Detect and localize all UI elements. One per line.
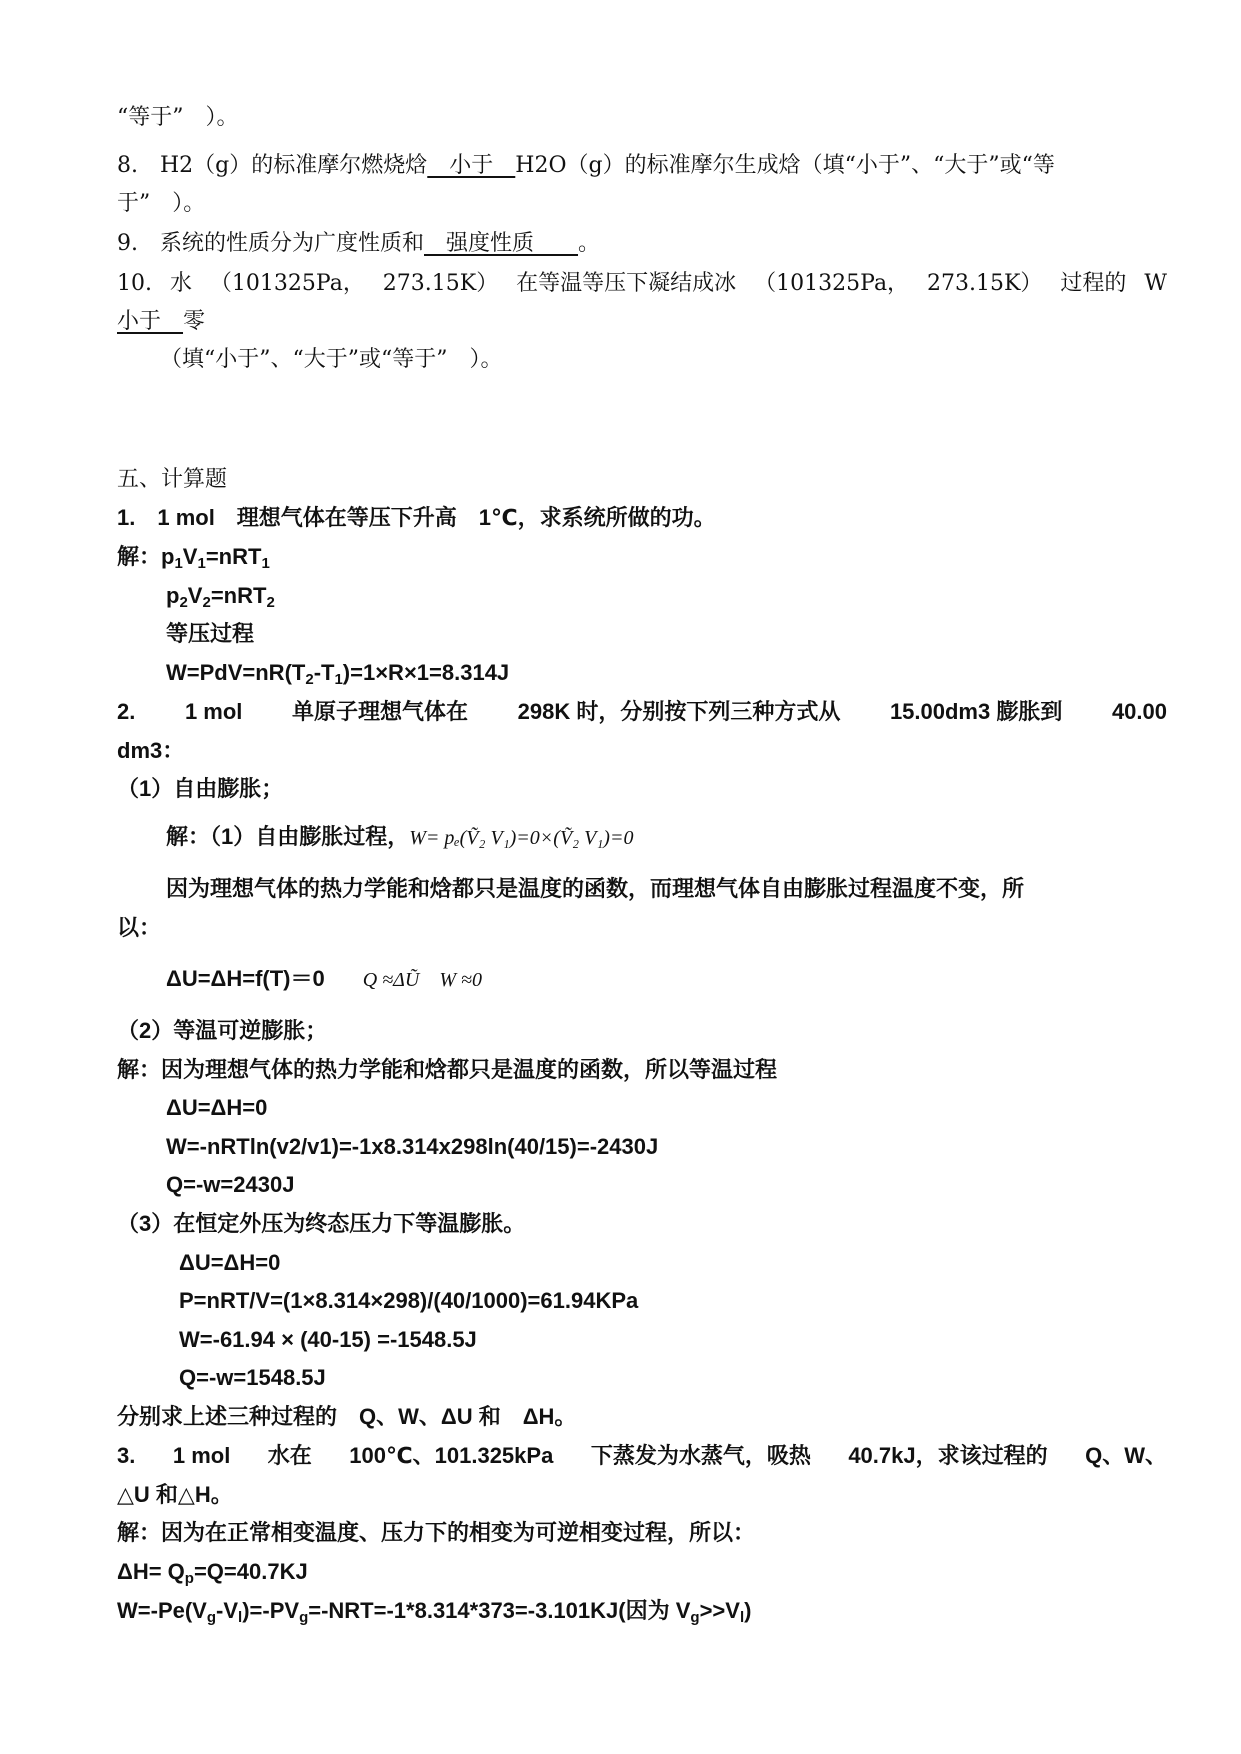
eq-text: -T — [313, 660, 335, 685]
subscript: 2 — [266, 594, 275, 611]
eq-text: 解：p — [117, 544, 175, 569]
question-8-answer: 小于 — [427, 153, 516, 178]
problem-3-question — [117, 1442, 1167, 1470]
q2-part: 15.00dm3 膨胀到 — [889, 699, 1063, 724]
q10-part: 水 — [169, 271, 192, 296]
problem-3-line-2 — [117, 1597, 751, 1625]
q2-part: 298K 时，分别按下列三种方式从 — [517, 699, 841, 724]
subscript: 2 — [179, 594, 188, 611]
q10-part: 10. — [117, 271, 152, 296]
subscript: 2 — [202, 594, 211, 611]
subscript: g — [690, 1609, 700, 1626]
problem-2-case-3: （3）在恒定外压为终态压力下等温膨胀。 — [117, 1211, 526, 1236]
question-10-answer: 小于 — [117, 309, 184, 334]
subscript: 1 — [174, 555, 183, 572]
problem-1-line-1 — [117, 543, 270, 571]
question-8 — [117, 152, 1055, 180]
subscript: g — [299, 1609, 309, 1626]
question-9 — [117, 230, 600, 258]
subscript: p — [184, 1570, 194, 1587]
q3-part: 3. — [117, 1443, 136, 1468]
subscript: 2 — [305, 671, 314, 688]
eq-text: -V — [216, 1598, 239, 1623]
problem-2-case-1-solution — [166, 823, 633, 852]
q10-part: 273.15K） — [382, 271, 499, 296]
problem-2-question — [117, 698, 1167, 726]
eq-text: )=1×R×1=8.314J — [342, 660, 510, 685]
q2-part: 1 mol — [184, 699, 243, 724]
problem-2-case-2-line-2: W=-nRTln(v2/v1)=-1x8.314x298ln(40/15)=-2430J — [166, 1134, 659, 1159]
eq-text: W=PdV=nR(T — [166, 660, 306, 685]
eq-text: >>V — [699, 1598, 740, 1623]
formula-image-text: Q ≈ΔŨ W ≈0 — [362, 969, 482, 991]
eq-text: p — [166, 583, 180, 608]
section-heading: 五、计算题 — [117, 467, 228, 492]
problem-2-case-3-line-4: Q=-w=1548.5J — [179, 1365, 326, 1390]
problem-2-case-2-line-3: Q=-w=2430J — [166, 1172, 295, 1197]
question-10 — [117, 270, 1167, 298]
question-8-text: 8. H2（g）的标准摩尔燃烧焓 — [117, 153, 428, 178]
q2-part: 2. — [117, 699, 136, 724]
question-9-text-rest: 。 — [578, 231, 601, 256]
q3-part: 水在 — [267, 1443, 312, 1468]
subscript: l — [238, 1609, 243, 1626]
subscript: 1 — [334, 671, 343, 688]
problem-1-line-2 — [166, 582, 275, 610]
eq-text: =nRT — [205, 544, 262, 569]
problem-3-line-1 — [117, 1558, 308, 1586]
eq-text: =-NRT=-1*8.314*373=-3.101KJ(因为 V — [308, 1598, 691, 1623]
q10-part: 在等温等压下凝结成冰 — [516, 271, 737, 296]
eq-text: )=-PV — [242, 1598, 300, 1623]
q2-part: 单原子理想气体在 — [292, 699, 469, 724]
question-8-text-rest: H2O（g）的标准摩尔生成焓（填“小于”、“大于”或“等 — [515, 153, 1055, 178]
question-10-answer-rest: 零 — [183, 309, 206, 334]
question-10-answer-line — [117, 308, 205, 336]
q3-part: 100℃、101.325kPa — [349, 1443, 554, 1468]
problem-2-case-3-line-2: P=nRT/V=(1×8.314×298)/(40/1000)=61.94KPa — [179, 1288, 639, 1313]
q10-part: W — [1144, 271, 1167, 296]
question-10-note: （填“小于”、“大于”或“等于” ）。 — [160, 347, 503, 372]
problem-2-case-2-solution: 解：因为理想气体的热力学能和焓都只是温度的函数，所以等温过程 — [117, 1057, 778, 1082]
problem-2-case-2-line-1: ΔU=ΔH=0 — [166, 1095, 268, 1120]
q10-part: 过程的 — [1060, 271, 1127, 296]
subscript: g — [206, 1609, 217, 1626]
eq-text: V — [182, 544, 198, 569]
result-text: ΔU=ΔH=f(T)＝0 — [166, 966, 325, 991]
problem-2-case-3-line-3: W=-61.94 × (40-15) =-1548.5J — [179, 1327, 477, 1352]
question-9-text: 9. 系统的性质分为广度性质和 — [117, 231, 424, 256]
problem-2-case-1: （1）自由膨胀； — [117, 776, 284, 801]
subscript: 1 — [261, 555, 270, 572]
eq-text: ΔH= Q — [117, 1559, 185, 1584]
subscript: l — [739, 1609, 745, 1626]
eq-text: ) — [744, 1598, 752, 1623]
problem-2-case-1-reason-cont: 以： — [117, 915, 162, 940]
question-9-answer: 强度性质 — [424, 231, 579, 256]
problem-2-case-3-line-1: ΔU=ΔH=0 — [179, 1250, 281, 1275]
q3-part: 1 mol — [172, 1443, 231, 1468]
eq-text: W=-Pe(V — [117, 1598, 207, 1623]
q3-part: 下蒸发为水蒸气，吸热 — [590, 1443, 811, 1468]
problem-3-question-cont: △U 和△H。 — [117, 1482, 233, 1507]
eq-text: =Q=40.7KJ — [193, 1559, 308, 1584]
q10-part: 273.15K） — [927, 271, 1043, 296]
problem-3-solution: 解：因为在正常相变温度、压力下的相变为可逆相变过程，所以： — [117, 1520, 756, 1545]
problem-2-ask: 分别求上述三种过程的 Q、W、ΔU 和 ΔH。 — [117, 1404, 577, 1429]
problem-2-case-1-reason: 因为理想气体的热力学能和焓都只是温度的函数，而理想气体自由膨胀过程温度不变，所 — [166, 876, 1025, 901]
eq-text: =nRT — [210, 583, 267, 608]
problem-1-line-3: 等压过程 — [166, 621, 255, 646]
problem-1-question: 1. 1 mol 理想气体在等压下升高 1℃，求系统所做的功。 — [117, 505, 716, 530]
q3-part: 40.7kJ，求该过程的 — [848, 1443, 1048, 1468]
eq-text: V — [187, 583, 203, 608]
problem-2-case-2: （2）等温可逆膨胀； — [117, 1018, 328, 1043]
problem-1-line-4 — [166, 659, 509, 687]
q2-part: 40.00 — [1111, 699, 1167, 724]
subscript: 1 — [197, 555, 206, 572]
problem-2-question-cont: dm3： — [117, 738, 185, 763]
fill-line-0: “等于” ）。 — [117, 105, 239, 130]
q3-part: Q、W、 — [1085, 1443, 1167, 1468]
q10-part: （101325Pa， — [209, 271, 365, 296]
problem-2-case-1-result — [166, 965, 482, 994]
solution-text: 解：（1）自由膨胀过程， — [166, 824, 410, 849]
q10-part: （101325Pa， — [754, 271, 910, 296]
question-8-continued: 于” ）。 — [117, 191, 206, 216]
formula-image-text: W= pₑ(Ṽ₂ V₁)=0×(Ṽ₂ V₁)=0 — [409, 827, 634, 849]
